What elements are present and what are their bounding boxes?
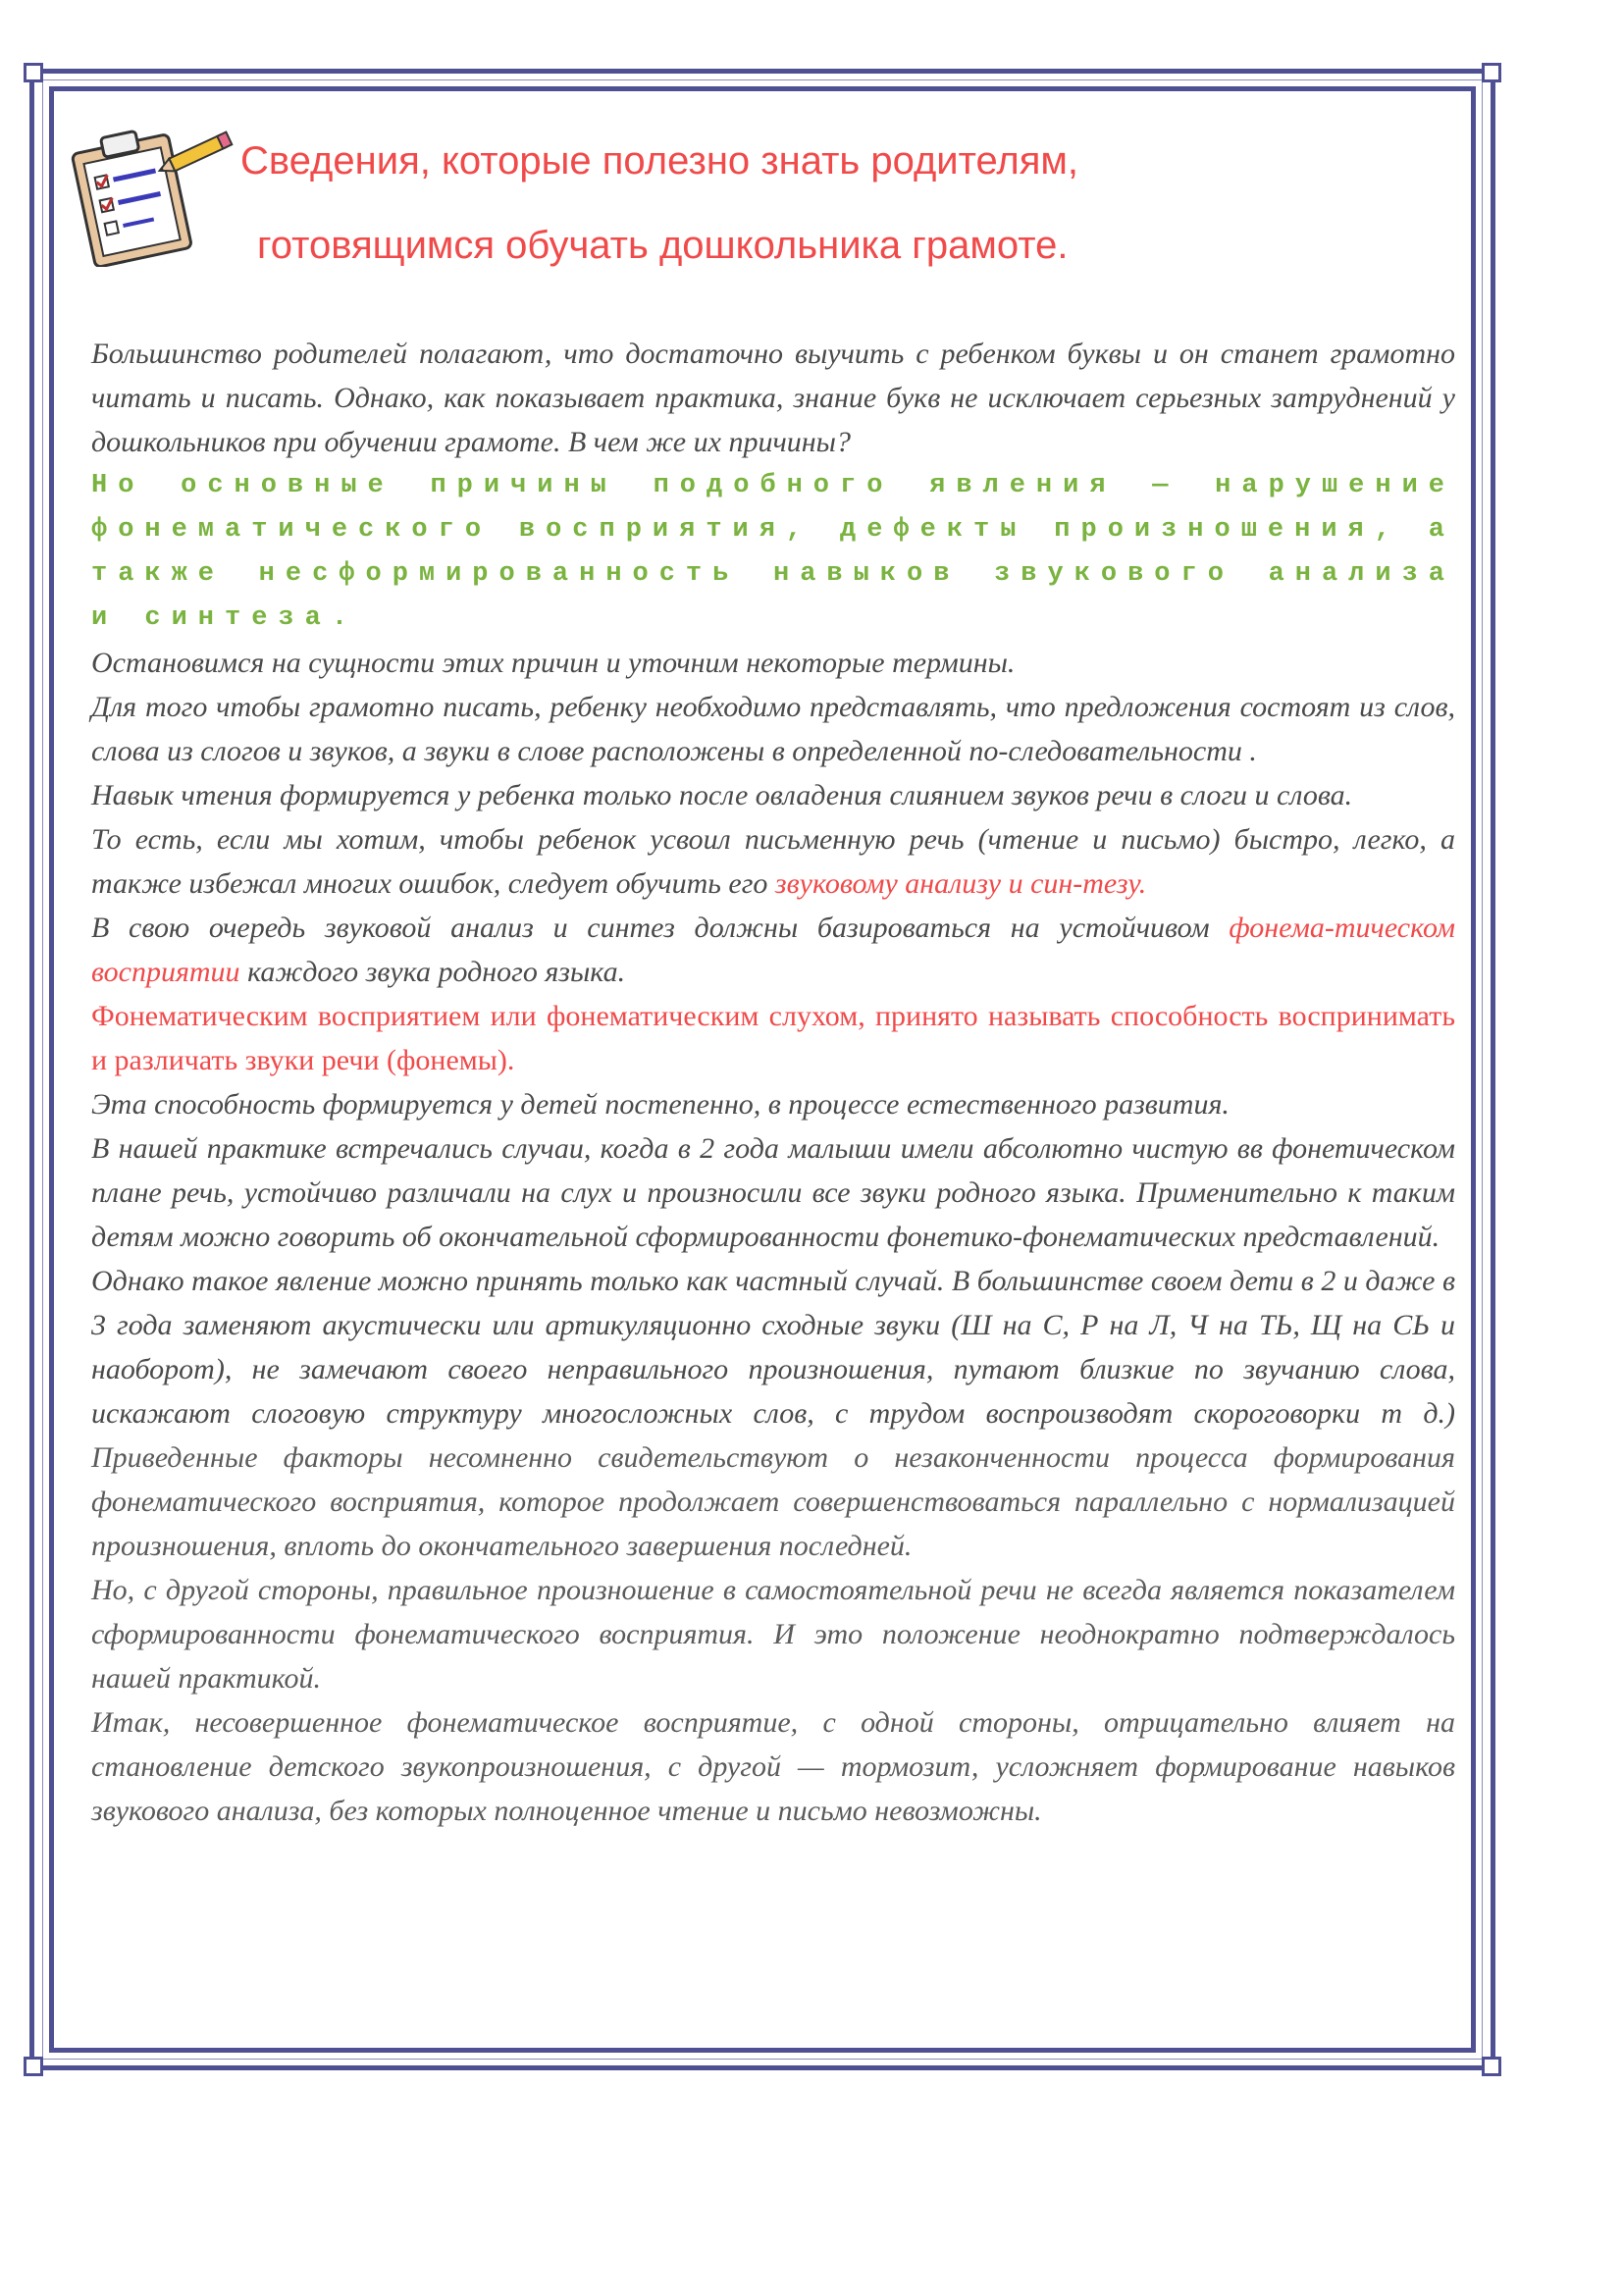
- frame-corner-top-left: [24, 63, 43, 82]
- frame-corner-bottom-right: [1482, 2057, 1501, 2076]
- frame-corner-bottom-left: [24, 2057, 43, 2076]
- paragraph-other-side: Но, с другой стороны, правильное произношение в самостоятельной речи не всегда является показателем сформированности фонематического восприятия. И это положение неоднократно подтверждалось нашей практикой.: [91, 1574, 1455, 1695]
- paragraph-phonemic-basis: [91, 906, 1455, 994]
- article-body: [91, 332, 1455, 1833]
- paragraph-intro: Большинство родителей полагают, что достаточно выучить с ребенком буквы и он станет грамотно читать и писать. Однако, как показывает практика, знание букв не исключает серьезных затруднений у дошкольников при обучении грамоте. В чем же их причины?: [91, 338, 1455, 458]
- paragraph-phonemic-basis-text-a: В свою очередь звуковой анализ и синтез должны базироваться на устойчивом: [91, 912, 1230, 944]
- page-title-line-2: готовящимся обучать дошкольника грамоте.: [257, 224, 1069, 267]
- paragraph-special-case-text-a: Однако такое явление можно принять только как частный случай. В большинстве своем дети в 2 и даже в 3 года заменяют акустически или артикуляционно сходные звуки (Ш на С, Р на Л, Ч на ТЬ, Щ на СЬ и наоборот), не замечают своего неправильного произношения, путают близкие по звучанию слова, искажают слоговую структуру многосложных слов, с трудом воспроизводят скороговорки т д.): [91, 1265, 1455, 1430]
- paragraph-conclusion: Итак, несовершенное фонематическое восприятие, с одной стороны, отрицательно влияет на становление детского звукопроизношения, с другой — тормозит, усложняет формирование навыков звукового анализа, без которых полноценное чтение и письмо невозможны.: [91, 1706, 1455, 1827]
- page-title-line-1: Сведения, которые полезно знать родителям,: [240, 139, 1079, 183]
- highlight-phonemic-perception: фонема-тическом восприятии: [91, 912, 1455, 988]
- frame-corner-top-right: [1482, 63, 1501, 82]
- paragraph-definition: Фонематическим восприятием или фонематическим слухом, принято называть способность воспринимать и различать звуки речи (фонемы).: [91, 1000, 1455, 1076]
- paragraph-sound-analysis-text: То есть, если мы хотим, чтобы ребенок усвоил письменную речь (чтение и письмо) быстро, легко, а также избежал многих ошибок, следует обучить его: [91, 823, 1455, 900]
- paragraph-special-case: [91, 1259, 1455, 1568]
- paragraph-reading: Навык чтения формируется у ребенка только после овладения слиянием звуков речи в слоги и слова.: [91, 779, 1353, 811]
- paragraph-main-causes: Но основные причины подобного явления — нарушение фонематического восприятия, дефекты произношения, а также несформированность навыков звукового анализа и синтеза.: [91, 471, 1455, 633]
- paragraph-practice: В нашей практике встречались случаи, когда в 2 года малыши имели абсолютно чистую вв фонетическом плане речь, устойчиво различали на слух и произносили все звуки родного языка. Применительно к таким детям можно говорить об окончательной сформированности фонетико-фонематических представлений.: [91, 1132, 1455, 1253]
- paragraph-sound-analysis: [91, 817, 1455, 906]
- highlight-sound-analysis: звуковому анализу и син-тезу.: [774, 867, 1147, 900]
- paragraph-special-case-text-b: Приведенные факторы несомненно свидетельствуют о незаконченности процесса формирования фонематического восприятия, которое продолжает совершенствоваться параллельно с нормализацией произношения, вплоть до окончательного завершения последней.: [91, 1441, 1455, 1562]
- paragraph-phonemic-basis-text-b: каждого звука родного языка.: [239, 956, 626, 988]
- clipboard-checklist-pencil-icon: [71, 120, 237, 267]
- paragraph-writing: Для того чтобы грамотно писать, ребенку необходимо представлять, что предложения состоят из слов, слова из слогов и звуков, а звуки в слове расположены в определенной по-следовательности .: [91, 691, 1455, 767]
- paragraph-gradual: Эта способность формируется у детей постепенно, в процессе естественного развития.: [91, 1088, 1230, 1121]
- paragraph-terms: Остановимся на сущности этих причин и уточним некоторые термины.: [91, 647, 1016, 679]
